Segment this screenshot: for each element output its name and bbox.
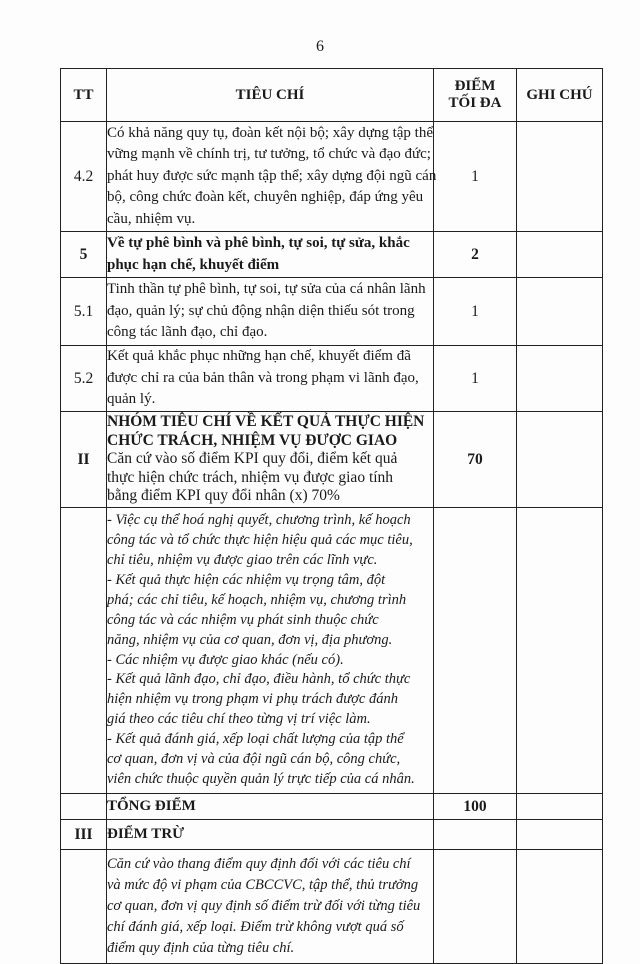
criteria-line: - Kết quả thực hiện các nhiệm vụ trọng tâm, đột	[107, 571, 386, 588]
criteria-line: phục hạn chế, khuyết điểm	[107, 256, 280, 273]
criteria-line: ĐIỂM TRỪ	[107, 825, 185, 842]
row-note	[517, 508, 603, 794]
page-number: 6	[316, 38, 324, 55]
table-row	[61, 820, 603, 850]
row-note	[517, 412, 603, 508]
criteria-line: bằng điểm KPI quy đổi nhân (x) 70%	[107, 487, 340, 505]
criteria-line: Căn cứ vào thang điểm quy định đối với các tiêu chí	[107, 856, 411, 872]
header-max-line1: ĐIỂM	[454, 78, 496, 94]
row-criteria	[107, 278, 434, 346]
criteria-line: được chỉ ra của bản thân và trong phạm vi lãnh đạo,	[107, 369, 419, 386]
criteria-line: giá theo các tiêu chí theo từng vị trí việc làm.	[107, 711, 371, 728]
row-criteria	[107, 346, 434, 412]
row-note	[517, 232, 603, 278]
table-row	[61, 232, 603, 278]
row-note	[517, 278, 603, 346]
criteria-line: phát huy được sức mạnh tập thể; xây dựng đội ngũ cán	[107, 167, 437, 184]
criteria-line: - Các nhiệm vụ được giao khác (nếu có).	[107, 651, 344, 668]
criteria-line: điểm quy định của từng tiêu chí.	[107, 940, 295, 956]
group-title-line: CHỨC TRÁCH, NHIỆM VỤ ĐƯỢC GIAO	[107, 431, 398, 449]
row-points: 1	[434, 346, 517, 412]
table-row	[61, 412, 603, 508]
criteria-line: cơ quan, đơn vị quy định số điểm trừ đối với từng tiêu	[107, 898, 421, 914]
criteria-line: Tinh thần tự phê bình, tự soi, tự sửa của cá nhân lãnh	[107, 281, 426, 298]
table-row	[61, 346, 603, 412]
criteria-line: và mức độ vi phạm của CBCCVC, tập thể, thủ trưởng	[107, 877, 419, 893]
row-criteria	[107, 850, 434, 964]
criteria-line: Có khả năng quy tụ, đoàn kết nội bộ; xây dựng tập thể	[107, 124, 433, 141]
row-criteria	[107, 820, 434, 850]
criteria-line: Căn cứ vào số điểm KPI quy đổi, điểm kết quả	[107, 450, 398, 468]
table-row	[61, 122, 603, 232]
row-points	[434, 820, 517, 850]
row-tt: 4.2	[61, 122, 107, 232]
row-points: 2	[434, 232, 517, 278]
criteria-line: công tác và các nhiệm vụ phát sinh thuộc chức	[107, 611, 379, 628]
row-points	[434, 508, 517, 794]
criteria-line: công tác và tổ chức thực hiện hiệu quả các mục tiêu,	[107, 532, 413, 549]
criteria-line: chí đánh giá, xếp loại. Điểm trừ không vượt quá số	[107, 919, 404, 935]
row-tt: II	[61, 412, 107, 508]
row-tt: 5.2	[61, 346, 107, 412]
criteria-line: công tác lãnh đạo, chỉ đạo.	[107, 324, 268, 341]
row-note	[517, 122, 603, 232]
row-points: 1	[434, 278, 517, 346]
row-tt: 5	[61, 232, 107, 278]
table-row	[61, 508, 603, 794]
total-label: TỔNG ĐIỂM	[107, 797, 196, 814]
criteria-line: bộ, công chức đoàn kết, chuyên nghiệp, đáp ứng yêu	[107, 189, 424, 206]
row-points: 70	[434, 412, 517, 508]
row-note	[517, 820, 603, 850]
criteria-line: cơ quan, đơn vị và của đội ngũ cán bộ, công chức,	[107, 751, 401, 768]
row-note	[517, 346, 603, 412]
criteria-line: quản lý.	[107, 391, 156, 408]
row-criteria	[107, 412, 434, 508]
criteria-line: hiện nhiệm vụ trong phạm vi phụ trách được đánh	[107, 691, 398, 708]
criteria-line: Về tự phê bình và phê bình, tự soi, tự sửa, khắc	[107, 235, 410, 251]
row-points: 1	[434, 122, 517, 232]
row-note	[517, 794, 603, 820]
criteria-line: phá; các chỉ tiêu, kế hoạch, nhiệm vụ, chương trình	[107, 591, 407, 608]
row-points	[434, 850, 517, 964]
header-max-line2: TỐI ĐA	[448, 95, 502, 111]
header-criteria: TIÊU CHÍ	[107, 69, 434, 122]
row-criteria	[107, 122, 437, 232]
criteria-line: - Kết quả đánh giá, xếp loại chất lượng của tập thể	[107, 731, 404, 748]
header-max-points	[434, 69, 517, 122]
header-row	[61, 69, 603, 122]
row-criteria	[107, 508, 434, 794]
criteria-line: - Việc cụ thể hoá nghị quyết, chương trình, kế hoạch	[107, 512, 411, 529]
criteria-line: cầu, nhiệm vụ.	[107, 210, 196, 227]
criteria-table	[60, 68, 603, 964]
row-tt	[61, 508, 107, 794]
row-criteria	[107, 232, 434, 278]
row-tt: 5.1	[61, 278, 107, 346]
row-note	[517, 850, 603, 964]
group-title-line: NHÓM TIÊU CHÍ VỀ KẾT QUẢ THỰC HIỆN	[107, 413, 425, 431]
criteria-line: năng, nhiệm vụ của cơ quan, đơn vị, địa phương.	[107, 631, 393, 648]
header-note: GHI CHÚ	[517, 69, 603, 122]
row-criteria	[107, 794, 434, 820]
row-tt: III	[61, 820, 107, 850]
row-tt	[61, 794, 107, 820]
criteria-line: thực hiện chức trách, nhiệm vụ được giao tính	[107, 468, 394, 486]
total-points: 100	[434, 794, 517, 820]
criteria-line: viên chức thuộc quyền quản lý trực tiếp của cá nhân.	[107, 770, 415, 787]
criteria-line: vững mạnh về chính trị, tư tưởng, tổ chức và đạo đức;	[107, 146, 431, 163]
criteria-line: đạo, quản lý; sự chủ động nhận diện thiếu sót trong	[107, 302, 415, 319]
header-tt: TT	[61, 69, 107, 122]
table-row	[61, 794, 603, 820]
criteria-line: - Kết quả lãnh đạo, chỉ đạo, điều hành, tổ chức thực	[107, 671, 411, 688]
criteria-line: chỉ tiêu, nhiệm vụ được giao trên các lĩnh vực.	[107, 551, 378, 568]
row-tt	[61, 850, 107, 964]
criteria-line: Kết quả khắc phục những hạn chế, khuyết điểm đã	[107, 348, 411, 365]
table-row	[61, 850, 603, 964]
table-row	[61, 278, 603, 346]
